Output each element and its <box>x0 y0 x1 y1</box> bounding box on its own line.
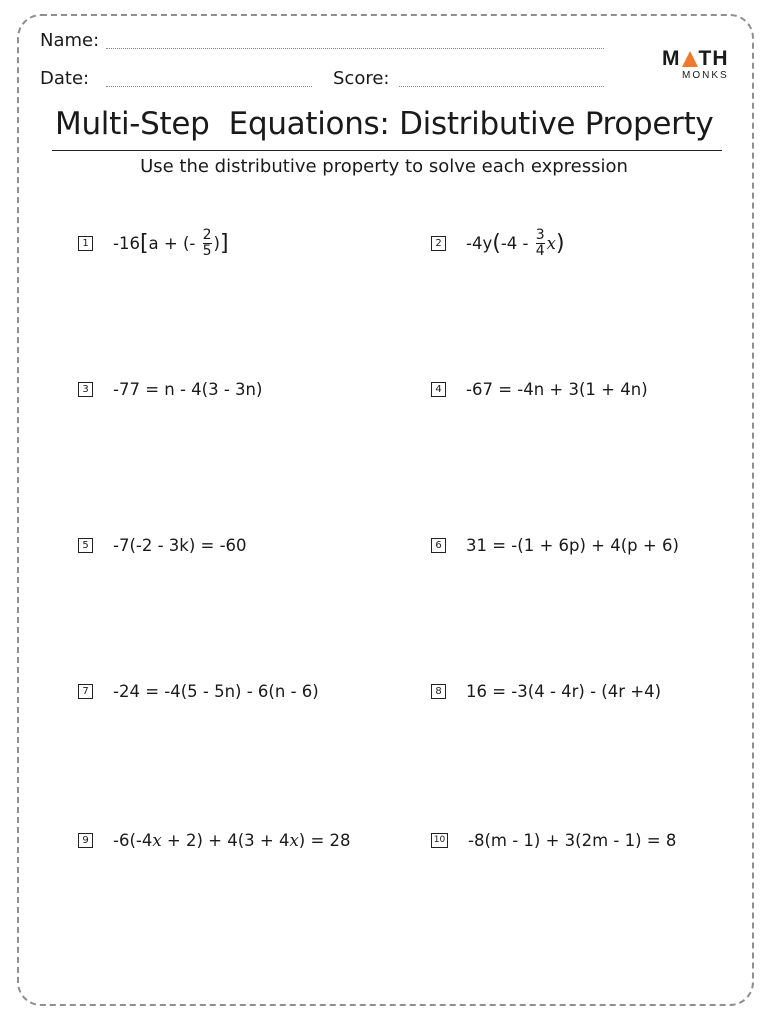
date-label: Date: <box>40 68 90 89</box>
title-divider <box>52 150 722 151</box>
variable: x <box>152 831 162 850</box>
bracket-close: ] <box>219 230 229 256</box>
problem-text: + 2) + 4(3 + 4 <box>161 831 290 850</box>
problem-1 <box>78 228 229 259</box>
problem-text: -4 - <box>500 234 534 253</box>
fraction-denominator: 4 <box>535 243 545 259</box>
problem-text: a + (- <box>148 234 201 253</box>
bracket-open: [ <box>139 230 149 256</box>
problem-text: -67 = -4n + 3(1 + 4n) <box>466 380 648 399</box>
variable: x <box>546 234 556 253</box>
score-label: Score: <box>333 68 390 89</box>
problem-text: 31 = -(1 + 6p) + 4(p + 6) <box>466 536 679 555</box>
logo-letter-m: M <box>662 47 681 70</box>
logo-triangle-icon <box>682 51 698 67</box>
fraction-numerator: 3 <box>535 227 545 243</box>
problem-8 <box>431 682 661 701</box>
problem-9 <box>78 831 351 850</box>
problem-10 <box>431 831 676 850</box>
logo-letters-th: TH <box>698 47 729 70</box>
name-field[interactable] <box>106 48 604 49</box>
problem-number: 8 <box>431 684 446 699</box>
problem-3 <box>78 380 262 399</box>
problem-text: -4y <box>466 234 493 253</box>
problem-number: 5 <box>78 538 93 553</box>
fraction <box>203 228 212 259</box>
problem-5 <box>78 536 247 555</box>
variable: x <box>289 831 299 850</box>
problem-text: -8(m - 1) + 3(2m - 1) = 8 <box>468 831 677 850</box>
problem-4 <box>431 380 648 399</box>
problem-text: -16 <box>113 234 140 253</box>
problem-number: 9 <box>78 833 93 848</box>
problem-7 <box>78 682 319 701</box>
problem-text: -7(-2 - 3k) = -60 <box>113 536 247 555</box>
problem-text: -77 = n - 4(3 - 3n) <box>113 380 263 399</box>
problem-number: 2 <box>431 236 446 251</box>
problem-2 <box>431 228 565 259</box>
page-title: Multi-Step Equations: Distributive Property <box>55 106 714 142</box>
paren-open: ( <box>492 230 501 256</box>
problem-number: 4 <box>431 382 446 397</box>
paren-close: ) <box>555 230 565 256</box>
logo-subtext: MONKS <box>682 70 729 81</box>
fraction-numerator: 2 <box>202 227 212 243</box>
fraction-denominator: 5 <box>202 243 212 259</box>
fraction <box>536 228 545 259</box>
problem-text: -6(-4 <box>113 831 153 850</box>
score-field[interactable] <box>399 86 604 87</box>
problem-number: 6 <box>431 538 446 553</box>
problem-number: 10 <box>431 833 448 848</box>
paren-close: ) <box>213 234 220 253</box>
problem-text: -24 = -4(5 - 5n) - 6(n - 6) <box>113 682 319 701</box>
date-field[interactable] <box>106 86 312 87</box>
problem-number: 3 <box>78 382 93 397</box>
instructions: Use the distributive property to solve each expression <box>140 156 628 177</box>
math-monks-logo <box>662 47 729 81</box>
problem-6 <box>431 536 679 555</box>
name-label: Name: <box>40 30 100 51</box>
problem-text: ) = 28 <box>298 831 351 850</box>
problem-number: 1 <box>78 236 93 251</box>
problem-text: 16 = -3(4 - 4r) - (4r +4) <box>466 682 662 701</box>
problem-number: 7 <box>78 684 93 699</box>
